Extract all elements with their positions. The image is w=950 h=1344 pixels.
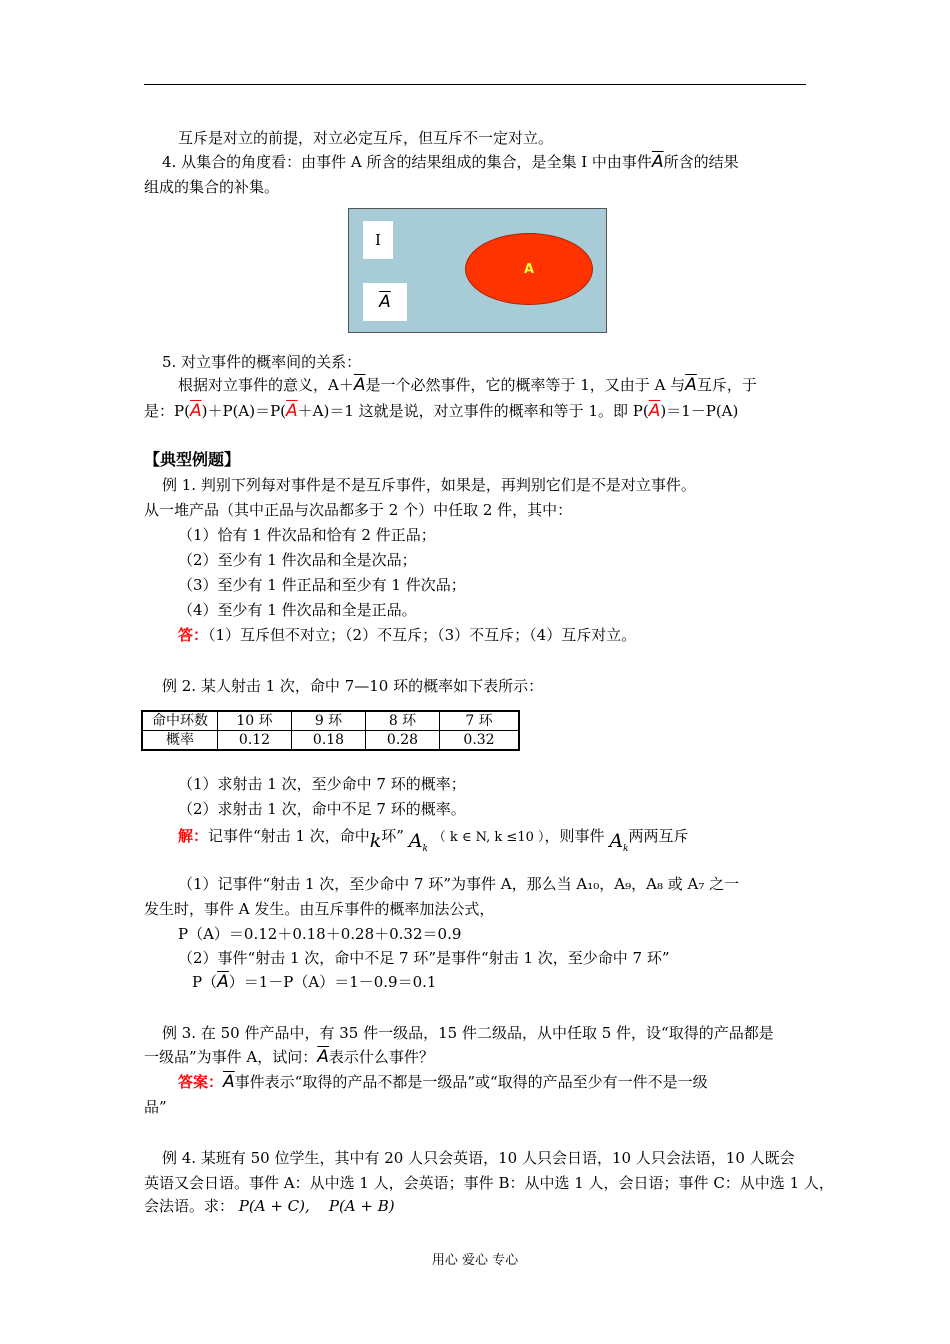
- universe-label: I: [363, 221, 393, 259]
- event-a-ellipse: [465, 233, 593, 305]
- section-5-line1: 根据对立事件的意义，$A+\overline{A}$是一个必然事件，它的概率等于 1，又由于 A 与$\overline{A}$互斥，于: [178, 375, 757, 395]
- table-cell: 8 环: [366, 711, 440, 731]
- example-1-item: （1）恰有 1 件次品和恰有 2 件正品；: [178, 526, 436, 544]
- header-rule: [144, 84, 806, 85]
- paragraph-set-view: 4. 从集合的角度看：由事件 A 所含的结果组成的集合，是全集 I 中由事件$\overline{A}$所含的结果: [162, 152, 739, 172]
- example-2-title: 例 2. 某人射击 1 次，命中 7—10 环的概率如下表所示：: [162, 677, 544, 695]
- example-4-line3: 会法语。求： P(A + C), P(A + B): [144, 1197, 395, 1215]
- table-cell: 0.32: [440, 731, 520, 751]
- example-1-setup: 从一堆产品（其中正品与次品都多于 2 个）中任取 2 件，其中：: [144, 501, 573, 519]
- table-cell: 10 环: [218, 711, 292, 731]
- example-2-question: （2）求射击 1 次，命中不足 7 环的概率。: [178, 800, 466, 818]
- example-1-item: （4）至少有 1 件次品和全是正品。: [178, 601, 417, 619]
- a-bar-symbol: $\overline{A}$: [651, 152, 664, 172]
- venn-diagram: [348, 208, 607, 333]
- paragraph-set-view-cont: 组成的集合的补集。: [144, 178, 280, 196]
- example-4-title: 例 4. 某班有 50 位学生，其中有 20 人只会英语，10 人只会日语，10 人只会法语，10 人既会: [162, 1149, 795, 1167]
- table-cell: 0.28: [366, 731, 440, 751]
- example-2-question: （1）求射击 1 次，至少命中 7 环的概率；: [178, 775, 466, 793]
- event-a-label: A: [523, 261, 535, 277]
- table-cell: 命中环数: [142, 711, 218, 731]
- solution-part-1-cont: 发生时，事件 A 发生。由互斥事件的概率加法公式，: [144, 900, 495, 918]
- section-5-title: 5. 对立事件的概率间的关系：: [162, 353, 362, 371]
- example-2-solution: 解：记事件“射击 1 次，命中k环” $A_k$ （ k ∈ N, k ≤10 ），则事件 $A_k$两两互斥: [178, 827, 689, 854]
- example-1-item: （2）至少有 1 件次品和全是次品；: [178, 551, 417, 569]
- example-1-title: 例 1. 判别下列每对事件是不是互斥事件，如果是，再判别它们是不是对立事件。: [162, 476, 696, 494]
- example-3-answer: 答案：$\overline{A}$事件表示“取得的产品不都是一级品”或“取得的产品至少有一件不是一级: [178, 1072, 708, 1092]
- table-cell: 9 环: [292, 711, 366, 731]
- table-cell: 0.12: [218, 731, 292, 751]
- solution-part-2-formula: $P(\overline{A})=1-P(A)=1-0.9=0.1$: [192, 972, 437, 992]
- table-row: [142, 731, 519, 751]
- example-3-answer-cont: 品”: [144, 1098, 167, 1116]
- complement-label: $\overline{A}$: [363, 283, 407, 321]
- table-cell: 概率: [142, 731, 218, 751]
- table-cell: 7 环: [440, 711, 520, 731]
- example-4-line2: 英语又会日语。事件 A：从中选 1 人，会英语；事件 B：从中选 1 人，会日语；事件 C：从中选 1 人，: [144, 1174, 834, 1192]
- probability-table: [141, 710, 520, 751]
- example-1-item: （3）至少有 1 件正品和至少有 1 件次品；: [178, 576, 466, 594]
- example-1-answer: 答：（1）互斥但不对立；（2）不互斥；（3）不互斥；（4）互斥对立。: [178, 626, 637, 644]
- table-row: [142, 711, 519, 731]
- paragraph-mutual-exclusive: 互斥是对立的前提，对立必定互斥，但互斥不一定对立。: [178, 129, 554, 147]
- solution-part-1-formula: P（A）＝0.12＋0.18＋0.28＋0.32＝0.9: [178, 925, 462, 943]
- section-heading: 【典型例题】: [144, 450, 241, 469]
- example-3-title: 例 3. 在 50 件产品中，有 35 件一级品，15 件二级品，从中任取 5 件，设“取得的产品都是: [162, 1024, 774, 1042]
- table-cell: 0.18: [292, 731, 366, 751]
- example-3-title-cont: 一级品”为事件 A，试问：$\overline{A}$表示什么事件？: [144, 1047, 434, 1067]
- page-footer: 用心 爱心 专心: [431, 1253, 519, 1268]
- solution-part-1: （1）记事件“射击 1 次，至少命中 7 环”为事件 A，那么当 A₁₀，A₉，A₈ 或 A₇ 之一: [178, 875, 740, 893]
- section-5-line2: 是：$P(\overline{A})+P(A)=P(\overline{A}+A)=1$ 这就是说，对立事件的概率和等于 1。即 $P(\overline{A})=1-P(A)$: [144, 401, 739, 421]
- solution-part-2: （2）事件“射击 1 次，命中不足 7 环”是事件“射击 1 次，至少命中 7 环”: [178, 949, 670, 967]
